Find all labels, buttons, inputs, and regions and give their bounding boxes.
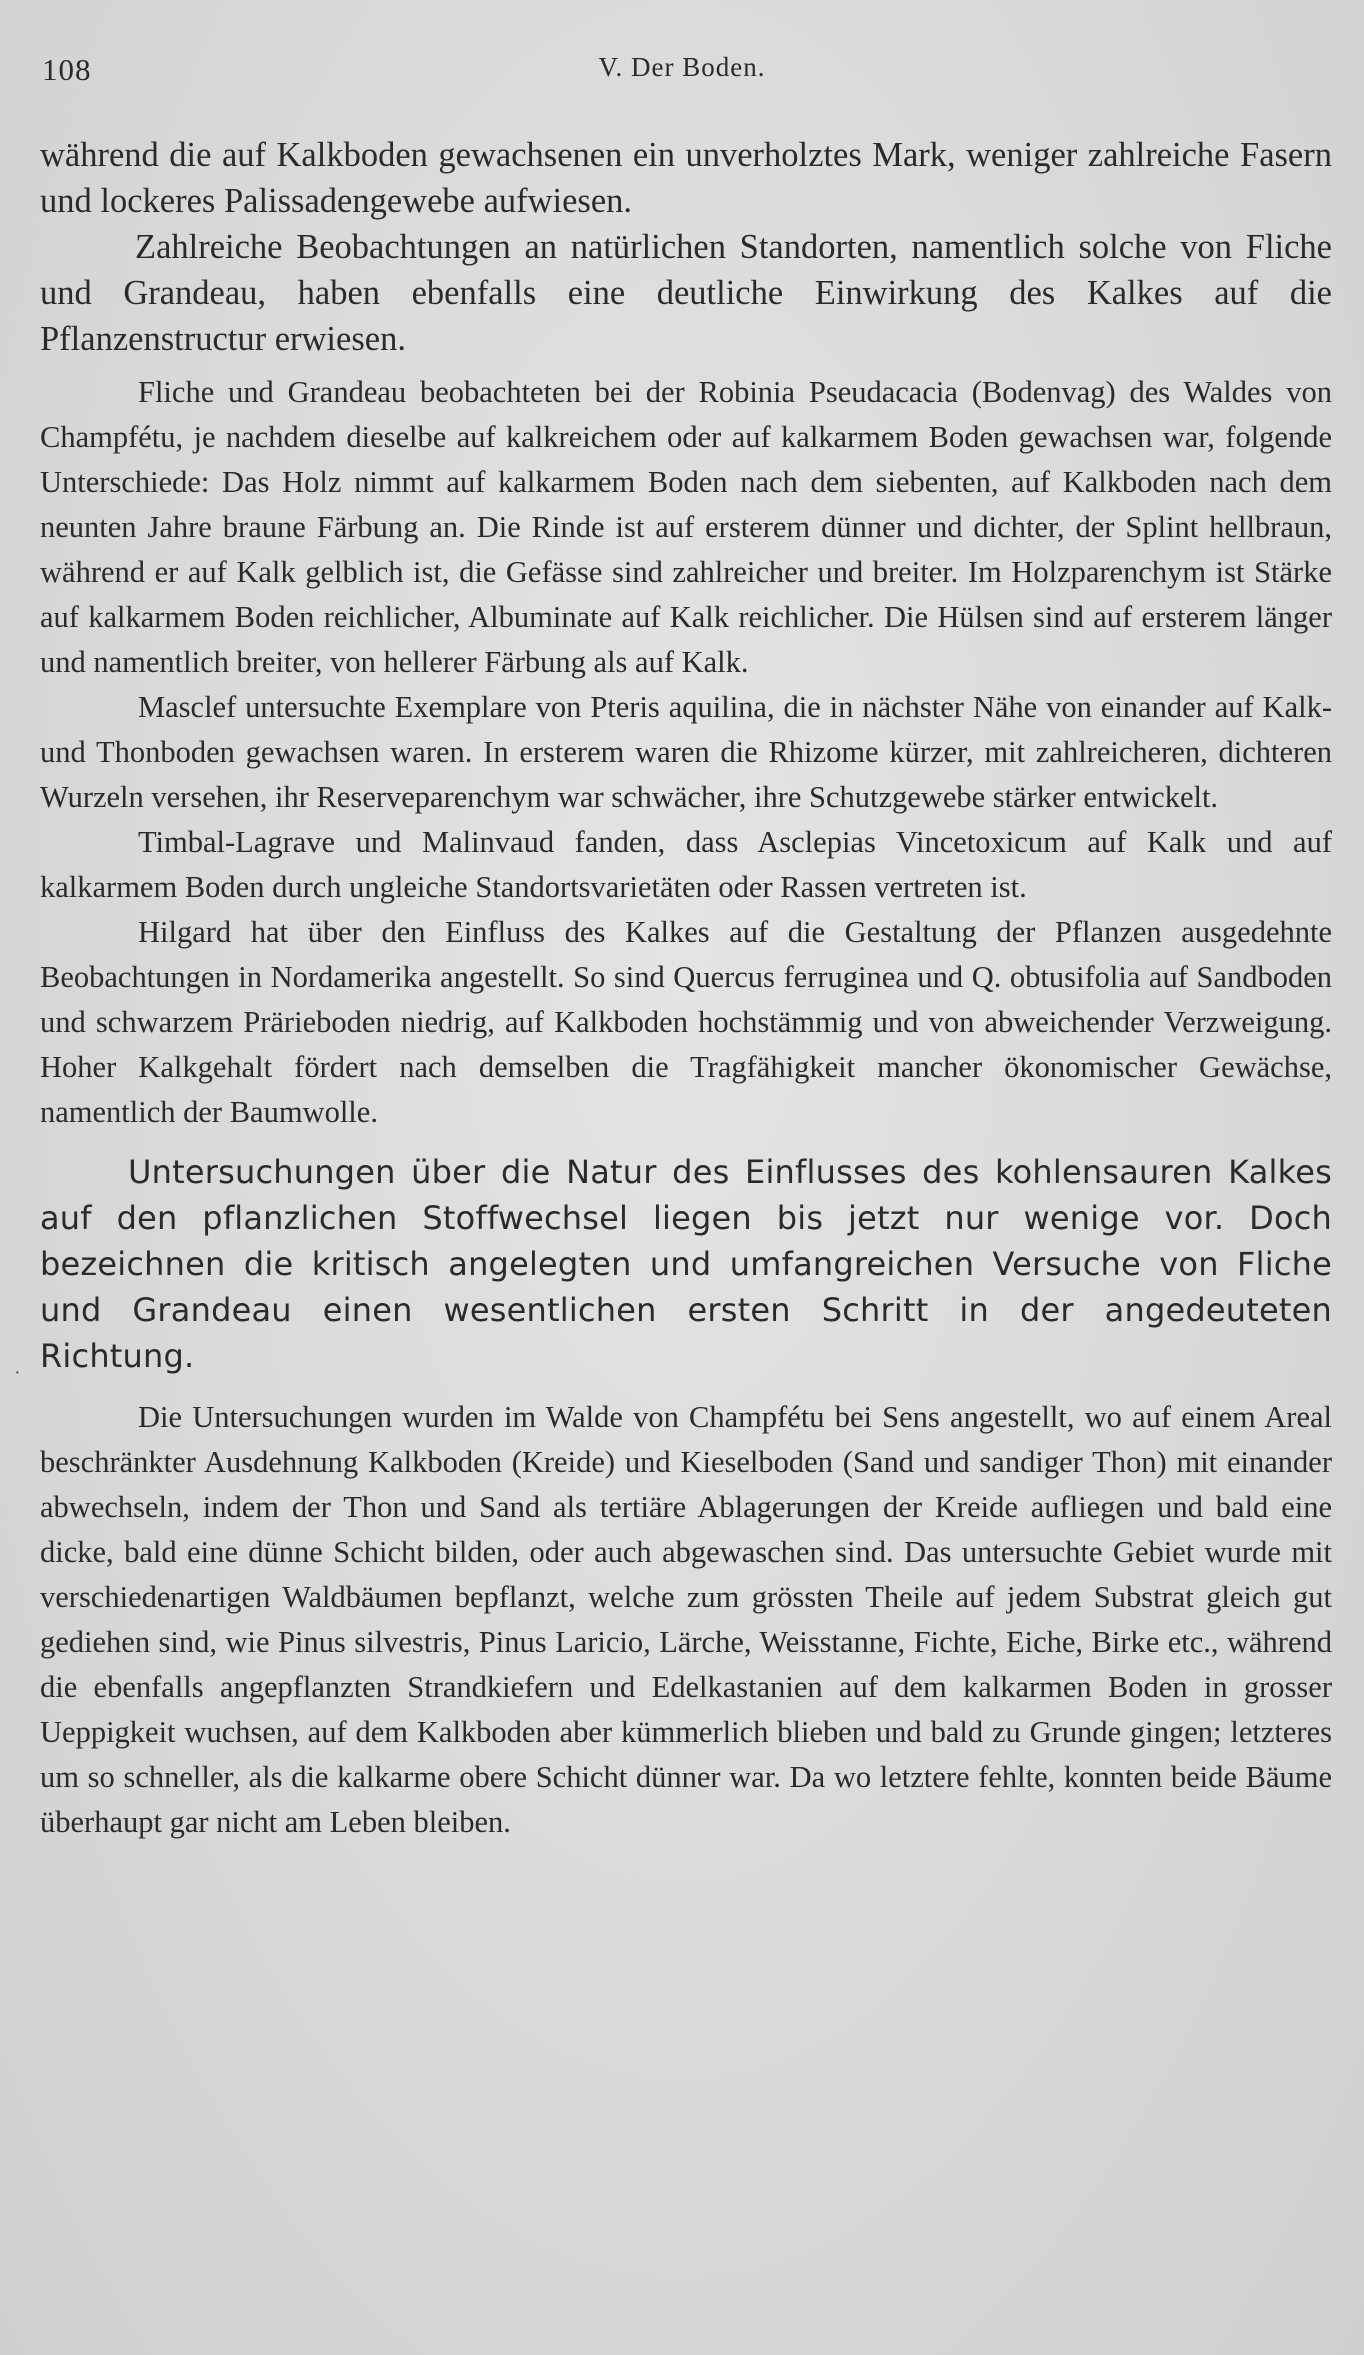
page-number: 108: [42, 52, 92, 87]
paragraph-champfetu: Die Untersuchungen wurden im Walde von Champfétu bei Sens angestellt, wo auf einem Areal beschränkter Ausdehnung Kalkboden (Kreide) und Kieselboden (Sand und sandiger Thon) mit einander abwechseln, indem der Thon und Sand als tertiäre Ablagerungen der Kreide aufliegen und bald eine dicke, bald eine dünne Schicht bilden, oder auch abgewaschen sind. Das untersuchte Gebiet wurde mit verschiedenartigen Waldbäumen bepflanzt, welche zum grössten Theile auf jedem Substrat gleich gut gediehen sind, wie Pinus silvestris, Pinus Laricio, Lärche, Weisstanne, Fichte, Eiche, Birke etc., während die ebenfalls angepflanzten Strandkiefern und Edelkastanien auf dem kalkarmen Boden in grosser Ueppigkeit wuchsen, auf dem Kalkboden aber kümmerlich blieben und bald zu Grunde gingen; letzteres um so schneller, als die kalkarme obere Schicht dünner war. Da wo letztere fehlte, konnten beide Bäume überhaupt gar nicht am Leben bleiben.: [40, 1400, 1332, 1839]
paragraph-stoffwechsel: Untersuchungen über die Natur des Einflusses des kohlensauren Kalkes auf den pflanzlichen Stoffwechsel liegen bis jetzt nur wenige vor. Doch bezeichnen die kritisch angelegten und umfangreichen Versuche von Fliche und Grandeau einen wesentlichen ersten Schritt in der angedeuteten Richtung.: [40, 1153, 1332, 1375]
paragraph-timbal-lagrave: Timbal-Lagrave und Malinvaud fanden, dass Asclepias Vincetoxicum auf Kalk und auf kalkarmem Boden durch ungleiche Standortsvarietäten oder Rassen vertreten ist.: [40, 825, 1332, 904]
paragraph-continuation: während die auf Kalkboden gewachsenen ein unverholztes Mark, weniger zahlreiche Fasern und lockeres Palissadengewebe aufwiesen.: [40, 136, 1332, 220]
paragraph-fliche-grandeau: Fliche und Grandeau beobachteten bei der Robinia Pseudacacia (Bodenvag) des Waldes von Champfétu, je nachdem dieselbe auf kalkreichem oder auf kalkarmem Boden gewachsen war, folgende Unterschiede: Das Holz nimmt auf kalkarmem Boden nach dem siebenten, auf Kalkboden nach dem neunten Jahre braune Färbung an. Die Rinde ist auf ersterem dünner und dichter, der Splint hellbraun, während er auf Kalk gelblich ist, die Gefässe sind zahlreicher und breiter. Im Holzparenchym ist Stärke auf kalkarmem Boden reichlicher, Albuminate auf Kalk reichlicher. Die Hülsen sind auf ersterem länger und namentlich breiter, von hellerer Färbung als auf Kalk.: [40, 375, 1332, 679]
page-header: [42, 52, 1322, 92]
large-text-block: [40, 132, 1332, 362]
margin-mark: ·: [14, 1362, 21, 1384]
running-head: V. Der Boden.: [598, 52, 766, 82]
paragraph-hilgard: Hilgard hat über den Einfluss des Kalkes auf die Gestaltung der Pflanzen ausgedehnte Beobachtungen in Nordamerika angestellt. So sind Quercus ferruginea und Q. obtusifolia auf Sandboden und schwarzem Prärieboden niedrig, auf Kalkboden hochstämmig und von abweichender Verzweigung. Hoher Kalkgehalt fördert nach demselben die Tragfähigkeit mancher ökonomischer Gewächse, namentlich der Baumwolle.: [40, 915, 1332, 1129]
small-text-block: [40, 370, 1332, 1135]
page-body: [40, 132, 1332, 1845]
small-text-block-bottom: [40, 1395, 1332, 1845]
paragraph-observations: Zahlreiche Beobachtungen an natürlichen Standorten, namentlich solche von Fliche und Grandeau, haben ebenfalls eine deutliche Einwirkung des Kalkes auf die Pflanzenstructur erwiesen.: [40, 228, 1332, 358]
paragraph-masclef: Masclef untersuchte Exemplare von Pteris aquilina, die in nächster Nähe von einander auf Kalk- und Thonboden gewachsen waren. In ersterem waren die Rhizome kürzer, mit zahlreicheren, dichteren Wurzeln versehen, ihr Reserveparenchym war schwächer, ihre Schutzgewebe stärker entwickelt.: [40, 690, 1332, 814]
